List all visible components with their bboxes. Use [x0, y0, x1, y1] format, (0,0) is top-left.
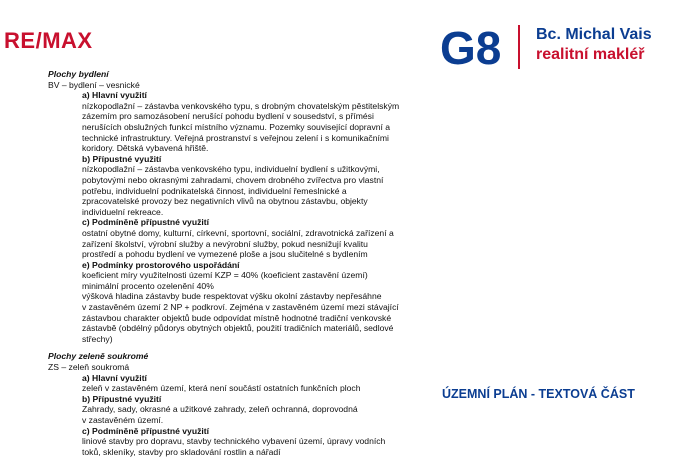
- agent-name: Bc. Michal Vais: [536, 26, 652, 43]
- g8-logo: [438, 20, 502, 70]
- text-line: ostatní obytné domy, kulturní, církevní, sportovní, sociální, zdravotnická zařízení a: [82, 227, 394, 238]
- subheading: b) Přípustné využití: [82, 393, 162, 404]
- text-line: výšková hladina zástavby bude respektovat výšku okolní zástavby nepřesáhne: [82, 291, 382, 302]
- subheading: c) Podmíněně přípustné využití: [82, 425, 210, 436]
- subheading: e) Podmínky prostorového uspořádání: [82, 259, 240, 270]
- agent-role: realitní makléř: [536, 46, 645, 63]
- header-divider: [518, 25, 520, 69]
- subheading: a) Hlavní využití: [82, 372, 147, 383]
- text-line: koridory. Dětská vybavená hřiště.: [82, 143, 209, 154]
- text-line: v zastavěném území 2 NP + podkroví. Zejména v zastavěném území mezi stávající: [82, 302, 399, 313]
- text-line: technické infrastruktury. Veřejná prostranství s veřejnou zelení i s komunikačními: [82, 132, 389, 143]
- section-title: Plochy zeleně soukromé: [48, 351, 149, 362]
- document-section-title: ÚZEMNÍ PLÁN - TEXTOVÁ ČÁST: [442, 387, 635, 401]
- subheading: a) Hlavní využití: [82, 90, 147, 101]
- text-line: zeleň v zastavěném území, která není součástí ostatních funkčních ploch: [82, 383, 361, 394]
- g8-logo-text: G8: [440, 22, 502, 70]
- text-line: individuelní rekreace.: [82, 206, 164, 217]
- text-line: prostředí a pohodu bydlení ve vymezené ploše a jsou slučitelné s bydlením: [82, 249, 368, 260]
- text-line: zpracovatelské provozy bez negativních vlivů na obytnou zástavbu, objekty: [82, 196, 368, 207]
- text-line: nízkopodlažní – zástavba venkovského typu, individuelní bydlení s užitkovými,: [82, 164, 380, 175]
- text-line: pobytovými nebo okrasnými zahradami, chovem drobného zvířectva pro vlastní: [82, 174, 384, 185]
- remax-logo: RE/MAX: [4, 28, 93, 53]
- text-line: Zahrady, sady, okrasné a užitkové zahrady, zeleň ochranná, doprovodná: [82, 404, 358, 415]
- text-line: zázemím pro samozásobení nerušící pohodu bydlení v sousedství, s přímési: [82, 111, 374, 122]
- text-line: zařízení školství, výrobní služby a nevýrobní služby, pokud nesnižují kvalitu: [82, 238, 368, 249]
- text-line: toků, skleníky, stavby pro skladování rostlin a nářadí: [82, 446, 281, 457]
- subheading: b) Přípustné využití: [82, 153, 162, 164]
- text-line: zástavbě (obdélný půdorys obytných objektů, použití tradičních materiálů, sedlové: [82, 323, 394, 334]
- section-title: Plochy bydlení: [48, 69, 109, 79]
- section-code: BV – bydlení – vesnické: [48, 79, 140, 90]
- text-line: potřebu, individuelní podnikatelská činnost, individuelní řemeslnické a: [82, 185, 347, 196]
- text-line: nízkopodlažní – zástavba venkovského typu, s drobným chovatelským pěstitelským: [82, 100, 400, 111]
- subheading: c) Podmíněně přípustné využití: [82, 217, 210, 228]
- section-code: ZS – zeleň soukromá: [48, 362, 130, 373]
- text-line: v zastavěném území.: [82, 415, 164, 425]
- text-line: koeficient míry využitelnosti území KZP = 40% (koeficient zastavění území): [82, 270, 368, 281]
- text-line: liniové stavby pro dopravu, stavby technického vybavení území, úpravy vodních: [82, 436, 386, 447]
- text-line: nerušících obslužných funkcí místního významu. Pozemky související dopravní a: [82, 121, 391, 132]
- document-text: [48, 69, 428, 457]
- text-line: střechy): [82, 333, 113, 344]
- text-line: zástavbou charakter objektů bude odpovídat místně hodnotné tradiční venkovské: [82, 312, 392, 323]
- text-line: minimální procento ozelenění 40%: [82, 280, 214, 291]
